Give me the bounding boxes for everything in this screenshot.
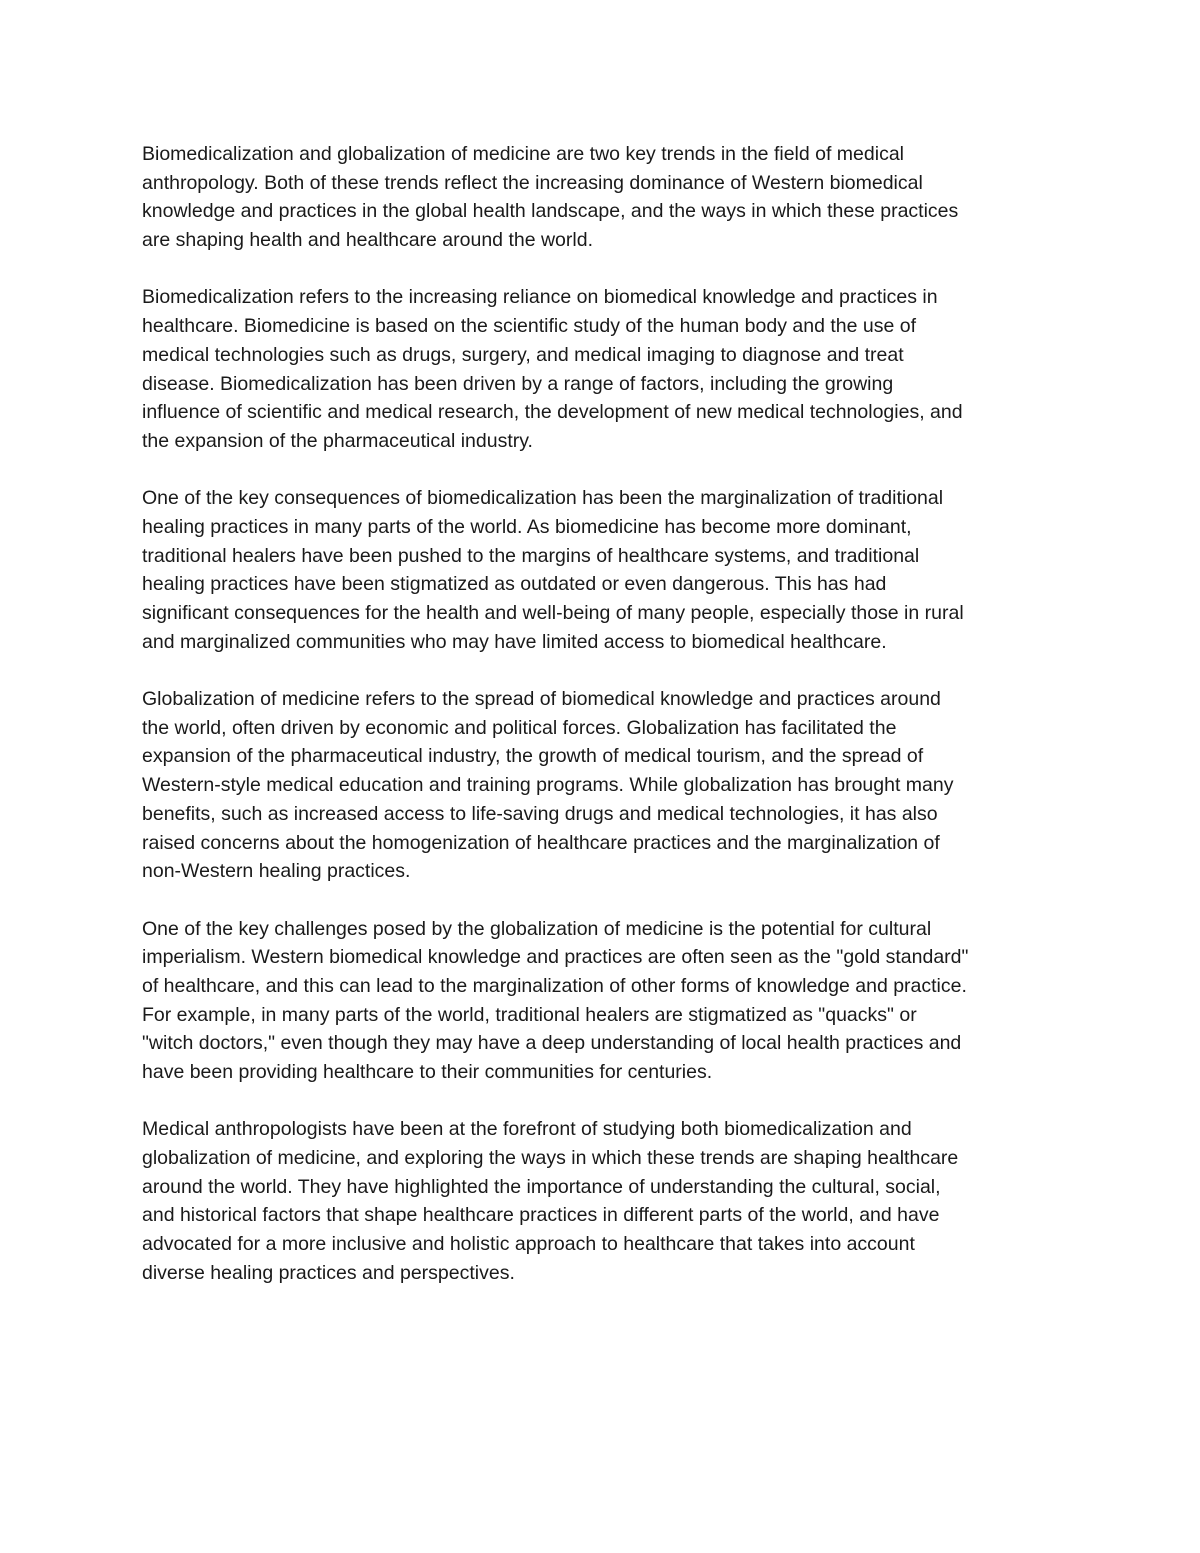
paragraph-line: Biomedicalization refers to the increasing reliance on biomedical knowledge and practices in	[142, 286, 938, 309]
paragraph-line: globalization of medicine, and exploring the ways in which these trends are shaping healthcare	[142, 1147, 959, 1170]
paragraph-line: Biomedicalization and globalization of medicine are two key trends in the field of medical	[142, 143, 905, 165]
paragraph-2	[142, 283, 1072, 455]
paragraph-line: have been providing healthcare to their communities for centuries.	[142, 1061, 713, 1083]
paragraph-line: For example, in many parts of the world, traditional healers are stigmatized as "quacks" or	[142, 1003, 917, 1026]
paragraph-line: expansion of the pharmaceutical industry, the growth of medical tourism, and the spread of	[142, 745, 924, 768]
paragraph-line: benefits, such as increased access to life-saving drugs and medical technologies, it has also	[142, 802, 938, 825]
paragraph-3	[142, 484, 1072, 656]
paragraph-line: anthropology. Both of these trends reflect the increasing dominance of Western biomedical	[142, 171, 923, 194]
paragraph-line: and marginalized communities who may have limited access to biomedical healthcare.	[142, 630, 887, 653]
paragraph-line: of healthcare, and this can lead to the marginalization of other forms of knowledge and practice.	[142, 974, 967, 997]
paragraph-line: healthcare. Biomedicine is based on the scientific study of the human body and the use of	[142, 315, 916, 338]
paragraph-line: around the world. They have highlighted the importance of understanding the cultural, social,	[142, 1175, 941, 1198]
paragraph-line: One of the key consequences of biomedicalization has been the marginalization of traditional	[142, 487, 944, 510]
paragraph-line: One of the key challenges posed by the globalization of medicine is the potential for cultural	[142, 917, 932, 940]
paragraph-line: raised concerns about the homogenization of healthcare practices and the marginalization of	[142, 831, 940, 854]
paragraph-line: imperialism. Western biomedical knowledge and practices are often seen as the "gold standard"	[142, 946, 969, 969]
document-body	[142, 140, 1072, 1316]
paragraph-line: are shaping health and healthcare around the world.	[142, 229, 593, 252]
paragraph-line: influence of scientific and medical research, the development of new medical technologies, and	[142, 401, 963, 424]
paragraph-line: disease. Biomedicalization has been driven by a range of factors, including the growing	[142, 372, 894, 395]
paragraph-line: advocated for a more inclusive and holistic approach to healthcare that takes into account	[142, 1233, 915, 1256]
paragraph-line: the expansion of the pharmaceutical industry.	[142, 429, 533, 452]
paragraph-line: "witch doctors," even though they may have a deep understanding of local health practices and	[142, 1032, 962, 1055]
paragraph-line: medical technologies such as drugs, surgery, and medical imaging to diagnose and treat	[142, 343, 904, 366]
paragraph-line: and historical factors that shape healthcare practices in different parts of the world, and have	[142, 1204, 940, 1227]
paragraph-6	[142, 1115, 1072, 1287]
paragraph-line: significant consequences for the health and well-being of many people, especially those in rural	[142, 602, 964, 624]
paragraph-line: healing practices have been stigmatized as outdated or even dangerous. This has had	[142, 573, 887, 596]
paragraph-1	[142, 140, 1072, 255]
paragraph-5	[142, 915, 1072, 1087]
paragraph-line: the world, often driven by economic and political forces. Globalization has facilitated the	[142, 716, 897, 739]
paragraph-line: Medical anthropologists have been at the forefront of studying both biomedicalization and	[142, 1118, 912, 1141]
paragraph-4	[142, 685, 1072, 886]
paragraph-line: traditional healers have been pushed to the margins of healthcare systems, and traditional	[142, 544, 920, 567]
paragraph-line: non-Western healing practices.	[142, 860, 411, 883]
paragraph-line: healing practices in many parts of the world. As biomedicine has become more dominant,	[142, 515, 912, 538]
paragraph-line: knowledge and practices in the global health landscape, and the ways in which these practices	[142, 200, 959, 223]
paragraph-line: diverse healing practices and perspectives.	[142, 1261, 515, 1284]
paragraph-line: Western-style medical education and training programs. While globalization has brought many	[142, 774, 954, 797]
paragraph-line: Globalization of medicine refers to the spread of biomedical knowledge and practices around	[142, 688, 941, 711]
